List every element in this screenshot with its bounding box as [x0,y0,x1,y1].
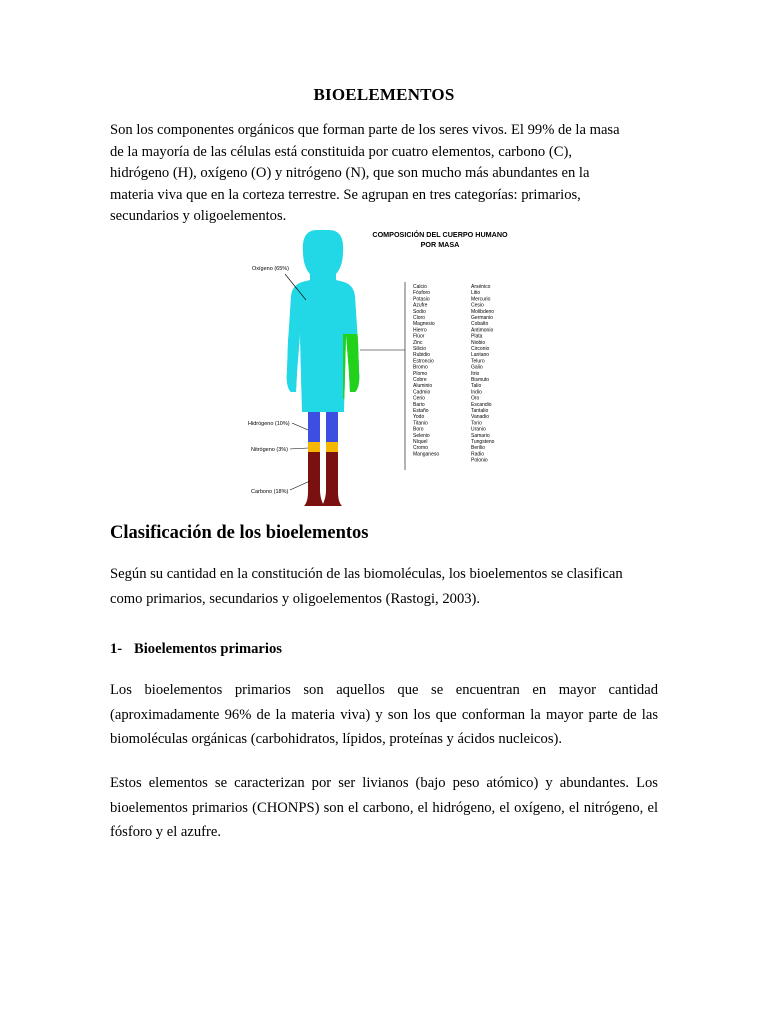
trace-element-label: Lantano [471,352,490,359]
trace-element-label: Níquel [413,439,428,445]
trace-element-label: Plomo [413,370,428,377]
trace-element-label: Uranio [471,426,486,433]
trace-element-label: Cadmio [413,389,431,396]
trace-element-label: Antimonio [471,327,494,334]
body-composition-diagram [230,222,550,512]
trace-element-label: Boro [413,426,424,433]
trace-element-label: Circonio [471,346,490,352]
trace-element-label: Vanadio [471,414,489,421]
trace-element-label: Aluminio [413,383,433,390]
trace-element-label: Estroncio [413,358,434,365]
trace-element-label: Rubidio [413,352,430,359]
page-title: BIOELEMENTOS [313,85,455,104]
trace-element-label: Radio [471,451,485,458]
trace-element-label: Molibdeno [471,308,495,315]
trace-element-label: Titanio [413,420,428,427]
trace-element-label: Niobio [471,339,486,346]
trace-element-label: Calcio [413,284,427,290]
primary-paragraph-2: Estos elementos se caracterizan por ser livianos (bajo peso atómico) y abundantes. Los bioelementos primarios (CHONPS) son el carbono, el hidrógeno, el oxígeno, el nitrógeno, el fósforo y el azufre. [110,775,658,840]
trace-element-label: Potasio [413,296,430,303]
trace-element-label: Bario [413,401,425,408]
trace-element-label: Samario [471,432,490,439]
trace-element-label: Selenio [413,432,430,439]
trace-element-label: Cesio [471,302,484,309]
trace-element-label: Cerio [413,395,425,402]
subheading-text: Bioelementos primarios [134,641,282,657]
trace-element-label: Silicio [413,346,427,352]
hydrogen-region [270,412,390,442]
trace-element-label: Tungsteno [471,439,495,445]
label-oxygen: Oxígeno (65%) [252,266,289,272]
trace-element-label: Estaño [413,408,429,414]
label-nitrogen: Nitrógeno (3%) [251,447,288,453]
label-hydrogen: Hidrógeno (10%) [248,421,290,427]
nitrogen-region [270,442,390,452]
trace-element-label: Germanio [471,315,493,321]
trace-element-label: Zinc [413,339,423,346]
primary-paragraph-1: Los bioelementos primarios son aquellos que se encuentran en mayor cantidad (aproximadamente 96% de la materia viva) y son los que conforman la mayor parte de las biomoléculas orgánicas (carbohidratos, lípidos, proteínas y ácidos nucleicos). [110,682,658,747]
trace-elements-column-1 [413,284,439,457]
subheading [110,641,282,658]
trace-element-label: Torio [471,420,482,427]
trace-element-label: Cromo [413,445,429,452]
trace-elements-region [343,334,373,399]
trace-element-label: Mercurio [471,296,491,303]
trace-elements-column-2 [471,284,495,464]
trace-element-label: Hierro [413,327,427,334]
section-paragraph: Según su cantidad en la constitución de las biomoléculas, los bioelementos se clasifican como primarios, secundarios y oligoelementos (Rastogi, 2003). [110,566,623,607]
trace-element-label: Manganeso [413,451,440,458]
trace-element-label: Galio [471,364,483,371]
trace-element-label: Cobre [413,377,427,383]
trace-element-label: Flúor [413,333,425,340]
trace-element-label: Plata [471,333,483,340]
trace-element-label: Cloro [413,315,425,321]
trace-element-label: Azufre [413,302,428,309]
trace-element-label: Sodio [413,308,426,315]
trace-element-label: Talio [471,383,482,390]
trace-element-label: Bismuto [471,377,490,383]
section-heading: Clasificación de los bioelementos [110,523,369,543]
label-carbon: Carbono (18%) [251,489,289,495]
carbon-region [270,452,390,512]
trace-element-label: Berilio [471,445,485,452]
trace-element-label: Polonio [471,457,488,464]
intro-paragraph: Son los componentes orgánicos que forman parte de los seres vivos. El 99% de la masa de la mayoría de las células está constituida por cuatro elementos, carbono (C), hidrógeno (H), oxígeno (O) y nitrógeno (N), que son mucho más abundantes en la materia viva que en la corteza terrestre. Se agrupan en tres categorías: primarios, secundarios y oligoelementos. [110,122,620,224]
body-composition-figure [230,222,550,512]
trace-element-label: Escandio [471,401,492,408]
trace-element-label: Bromo [413,364,428,371]
figure-title-line1: COMPOSICIÓN DEL CUERPO HUMANO [372,230,508,239]
trace-element-label: Litio [471,290,481,297]
trace-element-label: Teluro [471,358,485,365]
trace-element-label: Indio [471,389,482,396]
trace-element-label: Magnesio [413,321,435,328]
trace-element-label: Yodo [413,414,425,421]
subheading-number: 1- [110,641,123,657]
trace-element-label: Itrio [471,370,480,377]
trace-element-label: Cobalto [471,321,489,328]
trace-element-label: Arsénico [471,284,491,290]
trace-element-label: Fósforo [413,290,430,297]
trace-element-label: Oro [471,395,480,402]
figure-title-line2: POR MASA [420,240,460,249]
trace-element-label: Tantalio [471,408,489,414]
